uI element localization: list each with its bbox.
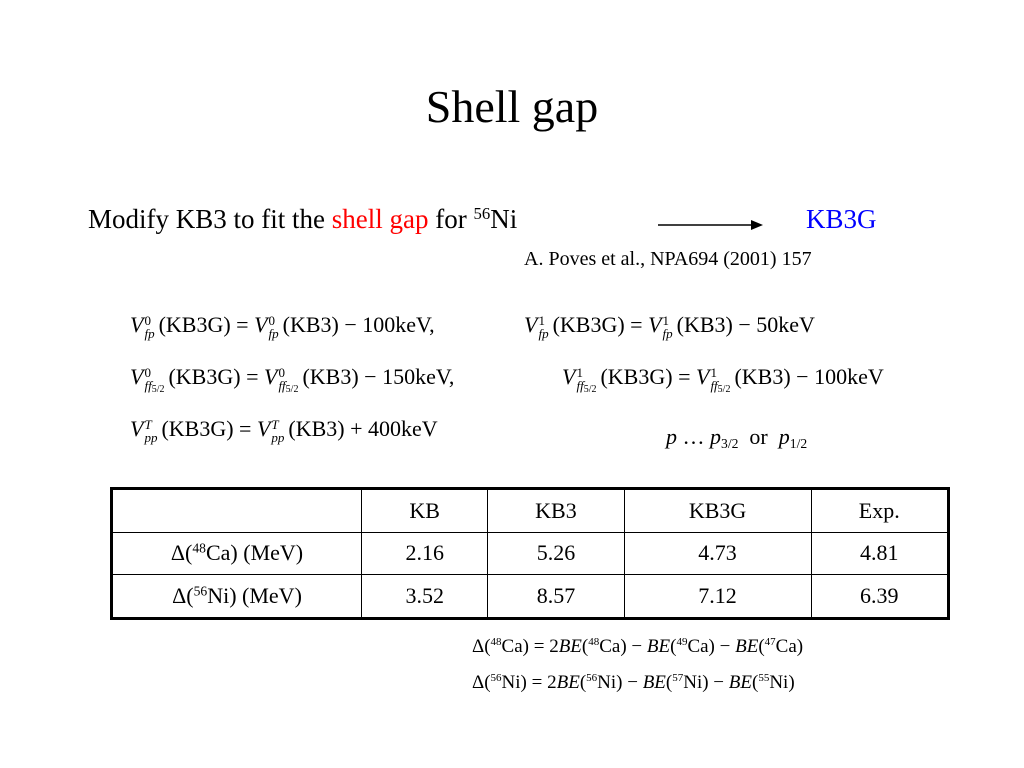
eq-sup: T	[144, 416, 152, 432]
eq-sup-rhs: 0	[278, 364, 285, 380]
eq-symbol-rhs: V	[695, 364, 710, 389]
eq-symbol-rhs: V	[254, 312, 268, 337]
eq-symbol-rhs: V	[256, 416, 271, 441]
table-row	[112, 575, 949, 619]
table-cell: 7.12	[624, 575, 811, 619]
def-part: Ni) −	[683, 672, 729, 693]
table-header-cell: KB3G	[624, 489, 811, 533]
eq-symbol: V	[524, 312, 538, 337]
def-part: Ni)	[769, 672, 795, 693]
right-arrow-icon	[658, 218, 763, 232]
def-be: BE	[728, 672, 752, 693]
equation-fp1	[524, 312, 815, 340]
table-header-row	[112, 489, 949, 533]
eq-sub2-rhs: 5/2	[285, 383, 299, 395]
eq-sub: ff	[144, 377, 152, 393]
def-part: Ni) = 2	[501, 672, 557, 693]
def-be: BE	[558, 636, 582, 657]
eq-sub: fp	[538, 325, 549, 341]
eq-sub-rhs: fp	[662, 325, 673, 341]
eq-rhs: (KB3) + 400keV	[288, 416, 438, 441]
eq-sub2: 5/2	[583, 383, 597, 395]
p-1-2-sub: 1/2	[789, 436, 808, 452]
def-sup: 55	[758, 672, 770, 684]
row-label-prefix: Δ(	[170, 540, 193, 566]
table-cell: 2.16	[362, 532, 488, 574]
def-sup: 48	[588, 636, 600, 648]
p-symbol-1-2: p	[778, 424, 790, 449]
def-be: BE	[556, 672, 580, 693]
eq-sub2: 5/2	[151, 383, 165, 395]
eq-symbol: V	[130, 364, 144, 389]
eq-lhs: (KB3G) =	[600, 364, 691, 389]
element-symbol: Ni	[490, 204, 518, 234]
def-sup: 56	[586, 672, 598, 684]
row-label-sup: 48	[192, 540, 206, 556]
eq-sub2-rhs: 5/2	[717, 383, 731, 395]
def-part: Ca) = 2	[501, 636, 559, 657]
reference-citation: A. Poves et al., NPA694 (2001) 157	[524, 248, 812, 270]
def-sup: 57	[672, 672, 684, 684]
shell-gap-highlight: shell gap	[331, 204, 429, 234]
eq-lhs: (KB3G) =	[158, 312, 249, 337]
slide-title: Shell gap	[425, 81, 599, 132]
def-be: BE	[646, 636, 671, 657]
eq-symbol-rhs: V	[263, 364, 278, 389]
def-sup: 48	[490, 636, 502, 648]
eq-sub-rhs: ff	[278, 377, 286, 393]
table-cell: 6.39	[811, 575, 948, 619]
def-part: (	[581, 636, 589, 657]
table-header-cell	[112, 489, 362, 533]
def-be: BE	[642, 672, 666, 693]
def-part: Δ(	[472, 672, 491, 693]
table-cell: 8.57	[488, 575, 624, 619]
or-word: or	[749, 424, 768, 449]
definition-ni	[472, 672, 795, 694]
table-cell: 5.26	[488, 532, 624, 574]
kb3g-label: KB3G	[806, 204, 877, 234]
row-label-suffix: Ca) (MeV)	[205, 540, 304, 566]
def-part: (	[752, 672, 759, 693]
table-row	[112, 532, 949, 574]
def-part: (	[670, 636, 677, 657]
def-part: Ca) −	[687, 636, 736, 657]
eq-sup: 0	[144, 312, 151, 328]
eq-sup-rhs: 0	[268, 312, 276, 328]
def-part: Ni) −	[597, 672, 643, 693]
equation-ppT	[130, 416, 438, 444]
table-header-cell: KB3	[488, 489, 624, 533]
p-symbol-3-2: p	[710, 424, 721, 449]
eq-rhs: (KB3) − 50keV	[676, 312, 815, 337]
intro-middle: for	[435, 204, 467, 234]
eq-lhs: (KB3G) =	[168, 364, 259, 389]
row-label-prefix: Δ(	[172, 583, 194, 609]
eq-symbol: V	[130, 416, 144, 441]
def-part: Ca)	[775, 636, 804, 657]
def-be: BE	[735, 636, 759, 657]
p-3-2-sub: 3/2	[721, 436, 739, 452]
eq-sup: 0	[144, 364, 151, 380]
table-cell: 4.73	[624, 532, 811, 574]
table-cell: 3.52	[362, 575, 488, 619]
row-label-sup: 56	[193, 583, 208, 599]
p-symbol: p	[666, 424, 677, 449]
eq-sub: pp	[144, 429, 158, 445]
intro-prefix: Modify KB3 to fit the	[88, 204, 325, 234]
table-cell: 4.81	[811, 532, 948, 574]
equation-ff1	[562, 364, 884, 395]
p-orbital-note	[666, 424, 807, 450]
eq-sup: 1	[576, 364, 583, 380]
eq-rhs: (KB3) − 150keV,	[302, 364, 455, 389]
eq-lhs: (KB3G) =	[552, 312, 643, 337]
def-part: (	[758, 636, 765, 657]
ellipsis: …	[682, 424, 705, 449]
eq-sub-rhs: pp	[271, 429, 285, 445]
eq-sup-rhs: 1	[662, 312, 670, 328]
intro-line	[88, 204, 517, 235]
equation-fp0	[130, 312, 435, 340]
def-part: Δ(	[472, 636, 491, 657]
shell-gap-table	[110, 487, 950, 620]
eq-symbol-rhs: V	[648, 312, 662, 337]
def-part: (	[579, 672, 587, 693]
row-label	[112, 575, 362, 619]
eq-sup-rhs: 1	[710, 364, 717, 380]
def-sup: 56	[490, 672, 502, 684]
eq-sup: 1	[538, 312, 545, 328]
row-label-suffix: Ni) (MeV)	[207, 583, 302, 609]
eq-sub-rhs: ff	[710, 377, 718, 393]
mass-number: 56	[473, 203, 491, 223]
eq-symbol: V	[562, 364, 576, 389]
eq-sub: ff	[576, 377, 584, 393]
def-sup: 49	[676, 636, 688, 648]
table-header-cell: Exp.	[811, 489, 948, 533]
eq-symbol: V	[130, 312, 144, 337]
eq-rhs: (KB3) − 100keV,	[282, 312, 435, 337]
eq-lhs: (KB3G) =	[161, 416, 252, 441]
def-part: Ca) −	[599, 636, 647, 657]
equation-ff0	[130, 364, 455, 395]
eq-sub: fp	[144, 325, 155, 341]
table-header-cell: KB	[362, 489, 488, 533]
eq-sub-rhs: fp	[268, 325, 279, 341]
def-sup: 47	[764, 636, 776, 648]
eq-sup-rhs: T	[271, 416, 279, 432]
def-part: (	[665, 672, 673, 693]
row-label	[112, 532, 362, 574]
definition-ca	[472, 636, 803, 658]
eq-rhs: (KB3) − 100keV	[734, 364, 884, 389]
